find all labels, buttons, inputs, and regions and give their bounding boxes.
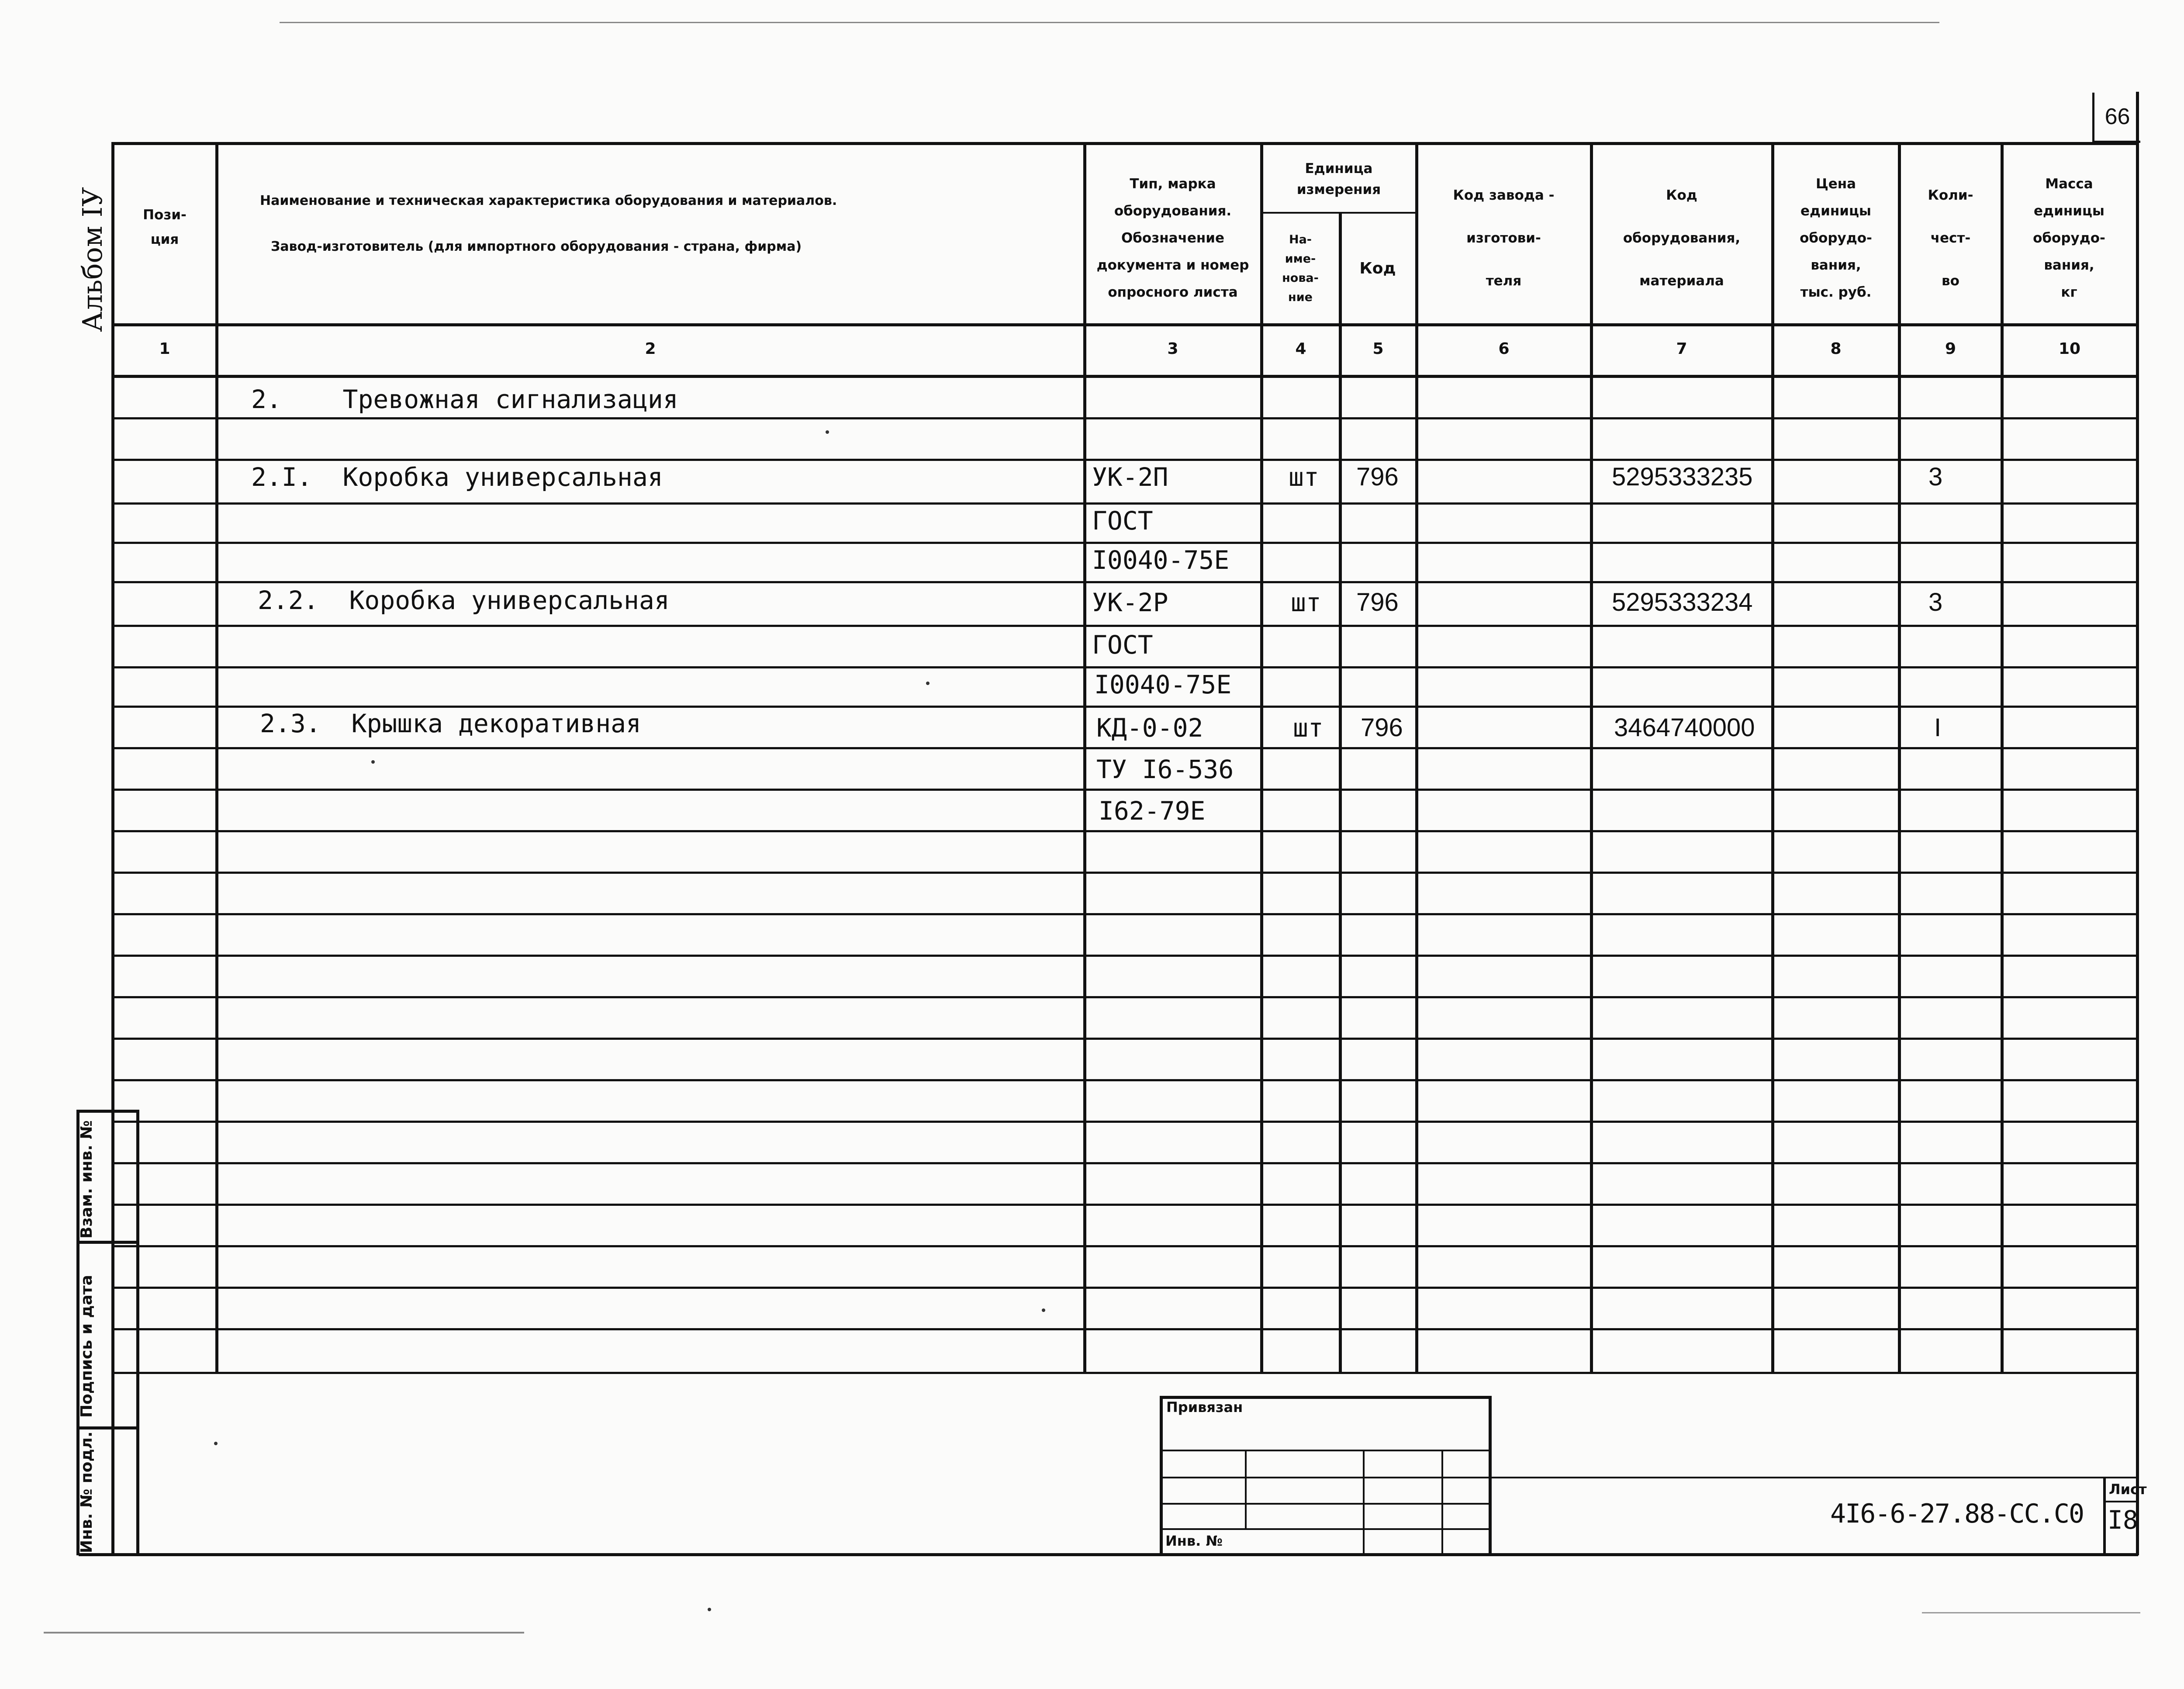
row-rule (111, 830, 2136, 832)
colnum-5: 5 (1372, 340, 1384, 358)
row-rule (111, 417, 2136, 419)
row-type: ТУ I6-536 (1096, 755, 1234, 784)
row-rule (111, 789, 2136, 791)
row-rule (111, 459, 2136, 461)
scan-speck (214, 1442, 218, 1445)
page-number: 66 (2105, 104, 2130, 129)
scan-edge-bottom-right (1922, 1612, 2140, 1613)
row-name: 2. Тревожная сигнализация (251, 384, 678, 414)
header-name-line2: Завод-изготовитель (для импортного оборудования - страна, фирма) (271, 239, 802, 254)
header-quantity: Коли- чест- во (1928, 187, 1973, 289)
row-rule (111, 1287, 2136, 1289)
row-unit: шт (1293, 713, 1324, 743)
row-code: 5295333234 (1612, 588, 1753, 616)
page-number-box (2092, 93, 2140, 143)
row-rule (111, 542, 2136, 544)
colnum-2: 2 (645, 340, 656, 358)
row-type: I62-79Е (1099, 796, 1206, 826)
scan-speck (708, 1608, 711, 1611)
side-stamp-div2 (76, 1426, 138, 1429)
side-stamp-podpis: Подпись и дата (78, 1275, 96, 1418)
side-stamp-vzam: Взам. инв. № (78, 1120, 96, 1239)
header-unit-name: На- име- нова- ние (1282, 233, 1319, 304)
header-unit-code: Код (1359, 260, 1396, 277)
header-equipment-code: Код оборудования, материала (1623, 187, 1741, 289)
row-type: I0040-75Е (1094, 670, 1232, 699)
scan-speck (926, 682, 930, 685)
title-block-rule (1492, 1477, 2136, 1478)
colnum-6: 6 (1498, 340, 1510, 358)
col-divider-3 (1260, 142, 1263, 1372)
row-unit-code: 796 (1356, 588, 1399, 616)
row-unit-code: 796 (1361, 713, 1403, 742)
col-divider-1 (215, 142, 218, 1372)
row-rule (111, 872, 2136, 874)
row-type: ГОСТ (1092, 506, 1153, 536)
row-qty: 3 (1928, 588, 1943, 616)
row-code: 5295333235 (1612, 463, 1753, 491)
row-rule (111, 747, 2136, 749)
row-type: I0040-75Е (1092, 545, 1230, 575)
colnum-3: 3 (1167, 340, 1178, 358)
col-divider-7 (1771, 142, 1774, 1372)
privyazan-col-1 (1245, 1450, 1247, 1528)
row-rule (111, 1245, 2136, 1247)
row-name: 2.2. Коробка универсальная (258, 585, 670, 615)
header-type: Тип, марка оборудования. Обозначение документа и номер опросного листа (1096, 176, 1249, 300)
row-name: 2.3. Крышка декоративная (260, 709, 641, 738)
scan-edge-bottom (44, 1632, 524, 1634)
row-name: 2.I. Коробка универсальная (251, 462, 663, 492)
row-type: ГОСТ (1092, 630, 1153, 660)
colnum-bottom-rule (111, 375, 2136, 378)
row-rule (111, 1162, 2136, 1164)
sheet-box-rule (2103, 1501, 2138, 1502)
scan-speck (826, 430, 829, 434)
colnum-10: 10 (2058, 340, 2081, 358)
row-rule (111, 1079, 2136, 1081)
header-unit-group: Единица измерения (1296, 161, 1381, 197)
col-divider-2 (1083, 142, 1086, 1372)
row-rule (111, 913, 2136, 915)
colnum-4: 4 (1295, 340, 1306, 358)
header-mass: Масса единицы оборудо- вания, кг (2033, 176, 2105, 300)
frame-right (2136, 92, 2139, 1555)
col-divider-8 (1898, 142, 1901, 1372)
frame-top (111, 142, 2136, 145)
col-divider-6 (1590, 142, 1593, 1372)
row-rule (111, 625, 2136, 627)
header-position: Пози- ция (143, 207, 187, 247)
row-rule (111, 1038, 2136, 1040)
privyazan-col-3 (1441, 1450, 1443, 1553)
col-divider-9 (2001, 142, 2004, 1372)
colnum-1: 1 (159, 340, 170, 358)
privyazan-inv-label: Инв. № (1165, 1533, 1223, 1549)
row-rule (111, 1372, 2136, 1374)
sheet-label: Лист (2109, 1481, 2147, 1498)
frame-bottom (79, 1553, 2138, 1556)
row-rule (111, 581, 2136, 583)
scan-edge-top (280, 22, 1939, 23)
colnum-8: 8 (1830, 340, 1842, 358)
row-rule (111, 996, 2136, 998)
header-name-line1: Наименование и техническая характеристика оборудования и материалов. (260, 193, 837, 208)
col-divider-4 (1339, 212, 1342, 1372)
row-rule (111, 955, 2136, 957)
row-rule (111, 1121, 2136, 1123)
row-code: 3464740000 (1614, 713, 1755, 742)
scan-speck (1042, 1308, 1045, 1312)
row-type: УК-2П (1092, 462, 1168, 492)
header-factory-code: Код завода - изготови- теля (1453, 187, 1555, 289)
row-unit: шт (1291, 588, 1321, 617)
row-unit-code: 796 (1356, 463, 1399, 491)
colnum-7: 7 (1676, 340, 1687, 358)
album-label: Альбом IУ (76, 187, 108, 332)
privyazan-col-2 (1363, 1450, 1365, 1553)
row-type: КД-0-02 (1096, 713, 1203, 743)
side-stamp-div1 (76, 1241, 138, 1244)
row-rule (111, 666, 2136, 668)
unit-group-rule (1260, 212, 1415, 214)
row-rule (111, 706, 2136, 708)
row-rule (111, 1328, 2136, 1330)
col-divider-5 (1415, 142, 1418, 1372)
header-price: Цена единицы оборудо- вания, тыс. руб. (1800, 176, 1872, 300)
row-qty: 3 (1928, 463, 1943, 491)
scan-speck (371, 760, 375, 764)
sheet-number: I8 (2108, 1505, 2138, 1535)
row-rule (111, 502, 2136, 505)
side-stamp-inv: Инв. № подл. (78, 1431, 96, 1553)
row-rule (111, 1204, 2136, 1206)
row-qty: I (1934, 713, 1942, 742)
doc-code: 4I6-6-27.88-СС.С0 (1830, 1499, 2084, 1529)
privyazan-label: Привязан (1166, 1399, 1243, 1416)
side-stamp-top (76, 1110, 138, 1113)
colnum-9: 9 (1945, 340, 1956, 358)
row-type: УК-2Р (1092, 588, 1168, 617)
header-bottom-rule (111, 323, 2136, 326)
row-unit: шт (1289, 462, 1319, 492)
frame-left (111, 142, 114, 1555)
side-stamp-inner (136, 1110, 139, 1555)
